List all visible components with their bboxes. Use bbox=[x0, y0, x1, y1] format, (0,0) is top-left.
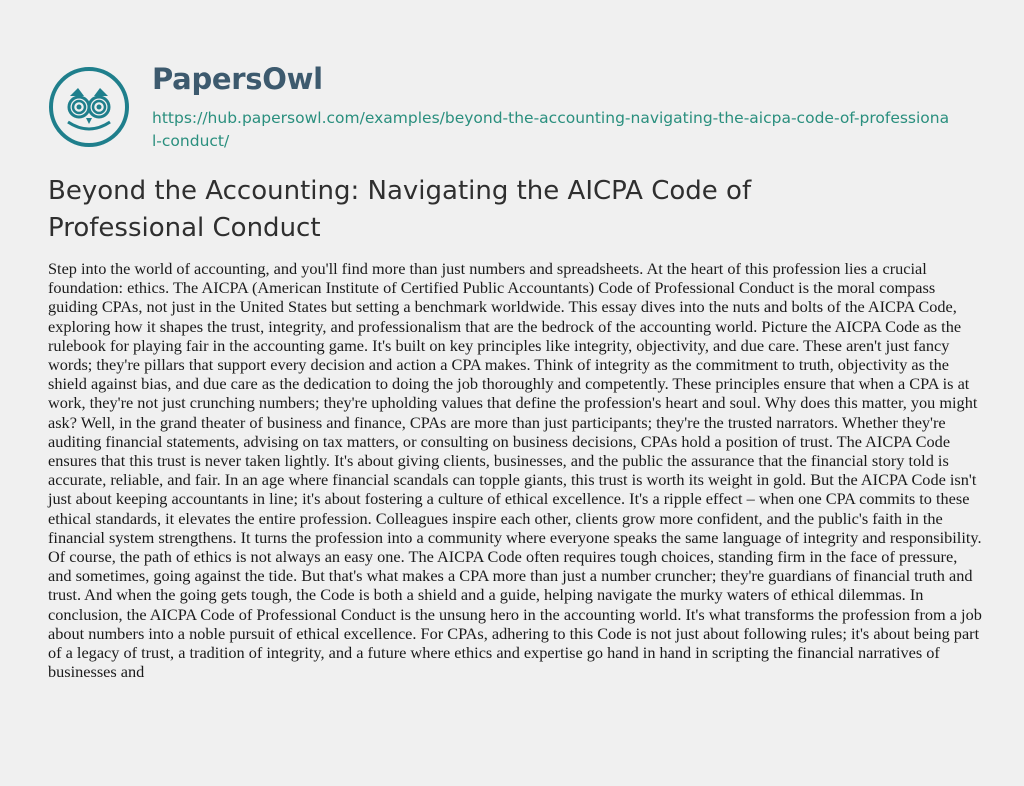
source-url-link[interactable]: https://hub.papersowl.com/examples/beyond-the-accounting-navigating-the-aicpa-code-of-professional-conduct/ bbox=[152, 109, 950, 150]
papersowl-owl-logo-icon bbox=[48, 66, 130, 148]
brand-name: PapersOwl bbox=[152, 62, 323, 96]
article-title: Beyond the Accounting: Navigating the AICPA Code of Professional Conduct bbox=[48, 176, 752, 243]
owl-logo-svg bbox=[48, 66, 130, 148]
article-body: Step into the world of accounting, and you'll find more than just numbers and spreadsheets. At the heart of this profession lies a crucial foundation: ethics. The AICPA (American Institute of Certified Public Accountants) Code of Professional Conduct is the moral compass guiding CPAs, not just in the United States but setting a benchmark worldwide. This essay dives into the nuts and bolts of the AICPA Code, exploring how it shapes the trust, integrity, and professionalism that are the bedrock of the accounting world. Picture the AICPA Code as the rulebook for playing fair in the accounting game. It's built on key principles like integrity, objectivity, and due care. These aren't just fancy words; they're pillars that support every decision and action a CPA makes. Think of integrity as the commitment to truth, objectivity as the shield against bias, and due care as the dedication to doing the job thoroughly and competently. These principles ensure that when a CPA is at work, they're not just crunching numbers; they're upholding values that define the profession's heart and soul. Why does this matter, you might ask? Well, in the grand theater of business and finance, CPAs are more than just participants; they're the trusted narrators. Whether they're auditing financial statements, advising on tax matters, or consulting on business decisions, CPAs hold a position of trust. The AICPA Code ensures that this trust is never taken lightly. It's about giving clients, businesses, and the public the assurance that the financial story told is accurate, reliable, and fair. In an age where financial scandals can topple giants, this trust is worth its weight in gold. But the AICPA Code isn't just about keeping accountants in line; it's about fostering a culture of ethical excellence. It's a ripple effect – when one CPA commits to these ethical standards, it elevates the entire profession. Colleagues inspire each other, clients grow more confident, and the public's faith in the financial system strengthens. It turns the profession into a community where everyone speaks the same language of integrity and responsibility. Of course, the path of ethics is not always an easy one. The AICPA Code often requires tough choices, standing firm in the face of pressure, and sometimes, going against the tide. But that's what makes a CPA more than just a number cruncher; they're guardians of financial truth and trust. And when the going gets tough, the Code is both a shield and a guide, helping navigate the murky waters of ethical dilemmas. In conclusion, the AICPA Code of Professional Conduct is the unsung hero in the accounting world. It's what transforms the profession from a job about numbers into a noble pursuit of ethical excellence. For CPAs, adhering to this Code is not just about following rules; it's about being part of a legacy of trust, a tradition of integrity, and a future where ethics and expertise go hand in hand in scripting the financial narratives of businesses and bbox=[48, 259, 982, 682]
